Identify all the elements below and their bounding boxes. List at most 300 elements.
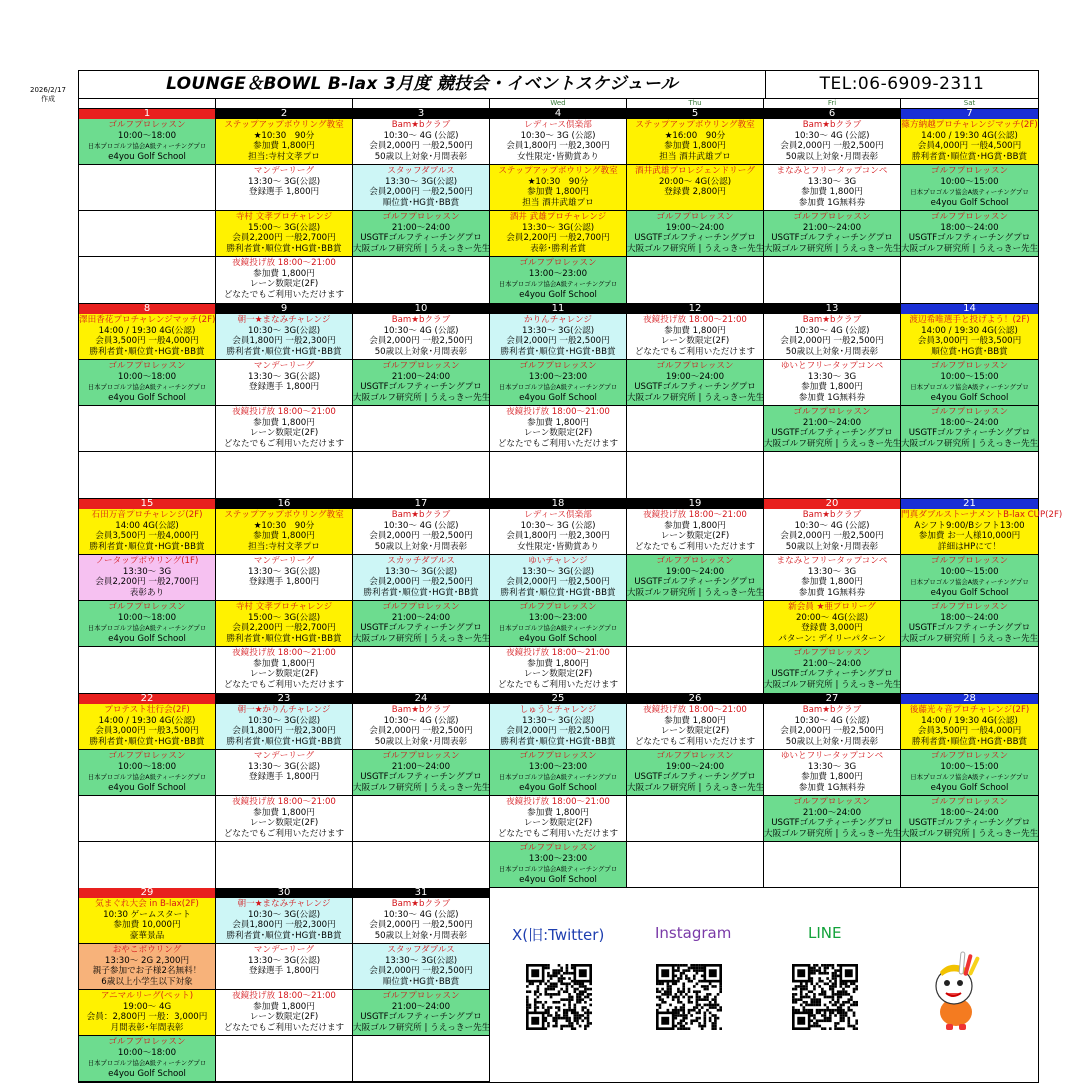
event-detail: 14:00 / 19:30 4G(公認): [921, 715, 1018, 726]
day-number: 31: [353, 888, 489, 898]
event-title: ゴルフプロレッスン: [930, 602, 1009, 612]
event-detail: 親子参加でお子様2名無料！: [92, 966, 202, 977]
event-slot[interactable]: [901, 509, 1063, 555]
event-detail: 10:00〜15:00: [940, 761, 999, 772]
event-slot[interactable]: [79, 704, 215, 750]
event: [627, 120, 763, 162]
event: [353, 361, 489, 403]
day-number: 5: [627, 109, 763, 119]
empty-slot: [764, 257, 900, 303]
event-slot[interactable]: [79, 314, 215, 360]
event-slot[interactable]: [901, 119, 1038, 165]
event-sub: 日本プロゴルフ協会A級ティーチングプロ: [87, 624, 207, 633]
event-title: ゴルフプロレッスン: [930, 797, 1009, 807]
event-detail: レーン数限定(2F): [523, 428, 593, 439]
event-detail: 18:00〜24:00: [940, 807, 999, 818]
event-detail: 会員2,000円 一般2,500円: [780, 336, 884, 347]
day-number: 3: [353, 109, 489, 119]
event-sub: 日本プロゴルフ協会A級ティーチングプロ: [910, 188, 1029, 197]
event-slot[interactable]: [490, 750, 626, 796]
instagram-qr-icon[interactable]: [656, 964, 722, 1030]
event-slot[interactable]: [216, 647, 352, 693]
event-slot[interactable]: [490, 360, 626, 406]
instagram-label[interactable]: Instagram: [655, 924, 732, 942]
event: [764, 751, 900, 793]
event-detail: どなたでもご利用いただけます: [497, 438, 619, 449]
day-number: 17: [353, 499, 489, 509]
event-detail: USGTFゴルフティーチングプロ: [360, 382, 482, 393]
empty-slot: [79, 406, 215, 452]
event-slot[interactable]: [764, 314, 900, 360]
event-slot[interactable]: [764, 750, 900, 796]
event-slot[interactable]: [353, 704, 489, 750]
event: [490, 510, 626, 552]
event-slot[interactable]: [490, 314, 626, 360]
created-stamp: [30, 86, 66, 104]
twitter-qr-icon[interactable]: [526, 964, 592, 1030]
event-detail: 表彰あり: [129, 587, 165, 598]
event: [490, 166, 626, 208]
event-detail: 13:30〜 3G(公認): [247, 371, 321, 382]
event-title: レディース倶楽部: [524, 510, 592, 520]
event-detail: USGTFゴルフティーチングプロ: [634, 577, 756, 588]
event-title: 渡辺希唯選手と投げよう！(2F): [909, 315, 1030, 325]
event-slot[interactable]: [79, 750, 215, 796]
event-detail: 参加費 1G無料券: [798, 197, 866, 208]
event-slot[interactable]: [627, 211, 763, 257]
event-slot[interactable]: [901, 601, 1038, 647]
event-detail: レーン数限定(2F): [249, 279, 319, 290]
day-cell: [764, 694, 901, 888]
event-slot[interactable]: [79, 509, 215, 555]
event-detail: 13:30〜 3G(公認): [384, 955, 458, 966]
calendar-grid: [79, 108, 1063, 888]
event: [353, 120, 489, 162]
event-slot[interactable]: [901, 796, 1038, 842]
event-detail: 参加費 1,800円: [527, 807, 589, 818]
event-slot[interactable]: [216, 211, 352, 257]
empty-slot: [353, 842, 489, 888]
event-detail: 会員1,800円 一般2,300円: [232, 920, 336, 931]
event-slot[interactable]: [627, 750, 763, 796]
event-sub: 日本プロゴルフ協会A級ティーチングプロ: [498, 773, 618, 782]
event-slot[interactable]: [490, 601, 626, 647]
event: [490, 751, 626, 793]
day-cell: [216, 304, 353, 498]
empty-slot: [353, 452, 489, 498]
event-detail: e4you Golf School: [519, 782, 597, 793]
event-slot[interactable]: [627, 165, 763, 211]
event-slot[interactable]: [627, 704, 763, 750]
event-detail: 大阪ゴルフ研究所 | うえっきー先生: [627, 392, 765, 403]
day-number: 23: [216, 694, 352, 704]
event-slot[interactable]: [353, 360, 489, 406]
event-detail: 勝利者賞･順位賞･HG賞･BB賞: [500, 346, 616, 357]
event-slot[interactable]: [490, 509, 626, 555]
event-detail: 21:00〜24:00: [802, 222, 862, 233]
event-title: プロテスト壮行会(2F): [104, 705, 190, 715]
event-slot[interactable]: [353, 898, 489, 944]
event-slot[interactable]: [216, 119, 352, 165]
event-detail: 勝利者賞･順位賞･HG賞･BB賞: [89, 736, 205, 747]
event-slot[interactable]: [216, 314, 352, 360]
event-slot[interactable]: [490, 704, 626, 750]
event-detail: 10:30〜 3G(公認): [247, 715, 321, 726]
event-slot[interactable]: [901, 314, 1038, 360]
event-slot[interactable]: [353, 990, 489, 1036]
event-slot[interactable]: [764, 601, 900, 647]
event-detail: レーン数限定(2F): [660, 726, 730, 737]
event-slot[interactable]: [216, 360, 352, 406]
day-cell: [490, 109, 627, 303]
event: [79, 1037, 215, 1079]
day-cell: [490, 304, 627, 498]
bowling-mascot-icon: [920, 950, 990, 1032]
event-detail: 会員2,000円 一般2,500円: [369, 726, 473, 737]
event-slot[interactable]: [764, 509, 900, 555]
event: [79, 602, 215, 644]
event-slot[interactable]: [490, 555, 626, 601]
event-detail: 勝利者賞･順位賞･HG賞･BB賞: [226, 930, 342, 941]
day-number: 6: [764, 109, 900, 119]
event-slot[interactable]: [901, 406, 1038, 452]
empty-slot: [216, 452, 352, 498]
event-title: マンデーリーグ: [253, 556, 315, 566]
event-title: ゴルフプロレッスン: [108, 751, 186, 761]
event-slot[interactable]: [216, 796, 352, 842]
event-slot[interactable]: [627, 360, 763, 406]
event-slot[interactable]: [353, 750, 489, 796]
event-slot[interactable]: [216, 555, 352, 601]
event-sub: 日本プロゴルフ協会A級ティーチングプロ: [498, 624, 618, 633]
event-slot[interactable]: [764, 555, 900, 601]
event-slot[interactable]: [79, 990, 215, 1036]
event: [490, 407, 626, 449]
event-slot[interactable]: [216, 750, 352, 796]
event-title: レディース倶楽部: [524, 120, 592, 130]
event-detail: 参加費 お一人様10,000円: [918, 531, 1021, 542]
event-title: Bam★bクラブ: [391, 120, 451, 130]
line-label[interactable]: LINE: [808, 924, 842, 942]
event-slot[interactable]: [627, 314, 763, 360]
event-title: Bam★bクラブ: [391, 705, 451, 715]
day-number: 30: [216, 888, 352, 898]
event-detail: 21:00〜24:00: [391, 1001, 451, 1012]
event-detail: どなたでもご利用いただけます: [223, 1022, 345, 1033]
event-detail: 参加費 1,800円: [253, 417, 315, 428]
event-slot[interactable]: [627, 509, 763, 555]
event-title: Bam★bクラブ: [391, 510, 451, 520]
event-slot[interactable]: [764, 647, 900, 693]
event-slot[interactable]: [216, 898, 352, 944]
event-title: ゴルフプロレッスン: [930, 361, 1009, 371]
page-title: LOUNGE＆BOWL B-lax 3月度 競技会・イベントスケジュール: [79, 71, 766, 98]
event: [764, 510, 900, 552]
event-detail: 50歳以上対象･月間表彰: [374, 736, 468, 747]
event-slot[interactable]: [79, 601, 215, 647]
event-detail: 大阪ゴルフ研究所 | うえっきー先生: [764, 679, 902, 690]
event-title: 夜鏡投げ放 18:00〜21:00: [643, 315, 747, 325]
day-number: 12: [627, 304, 763, 314]
event-title: マンデーリーグ: [253, 945, 315, 955]
event-slot[interactable]: [216, 509, 352, 555]
event-detail: USGTFゴルフティーチングプロ: [360, 1012, 482, 1023]
event: [79, 510, 215, 552]
event-detail: 会員1,800円 一般2,300円: [506, 531, 610, 542]
event-title: 夜鏡投げ放 18:00〜21:00: [643, 510, 747, 520]
event: [79, 120, 215, 162]
event-slot[interactable]: [490, 165, 626, 211]
event-slot[interactable]: [764, 704, 900, 750]
day-cell: [627, 109, 764, 303]
event-detail: 会員1,800円 一般2,300円: [506, 141, 610, 152]
empty-slot: [353, 257, 489, 303]
event-detail: 19:00〜24:00: [665, 761, 725, 772]
event-title: ゴルフプロレッスン: [793, 648, 871, 658]
event-detail: 10:00〜18:00: [117, 612, 177, 623]
event-detail: 50歳以上対象･月間表彰: [785, 346, 879, 357]
event: [216, 510, 352, 552]
event-detail: 会員2,000円 一般2,500円: [369, 577, 473, 588]
event: [490, 843, 626, 885]
empty-slot: [216, 842, 352, 888]
event-detail: 13:30〜 3G(公認): [384, 566, 458, 577]
event-detail: e4you Golf School: [930, 392, 1009, 403]
day-cell: [79, 109, 216, 303]
empty-slot: [627, 257, 763, 303]
event-slot[interactable]: [79, 1036, 215, 1082]
event-detail: 21:00〜24:00: [391, 222, 451, 233]
event-detail: 会員2,000円 一般2,500円: [780, 141, 884, 152]
empty-slot: [627, 647, 763, 693]
event-detail: Aシフト9:00/Bシフト13:00: [914, 520, 1025, 531]
event: [627, 315, 763, 357]
event: [353, 945, 489, 987]
event-slot[interactable]: [79, 898, 215, 944]
event-detail: 13:30〜 3G(公認): [247, 176, 321, 187]
event-slot[interactable]: [216, 601, 352, 647]
event: [764, 602, 900, 644]
day-number: 14: [901, 304, 1038, 314]
event-title: おやこボウリング: [112, 945, 182, 955]
event-detail: どなたでもご利用いただけます: [223, 289, 345, 300]
event-slot[interactable]: [353, 211, 489, 257]
event-title: ゴルフプロレッスン: [519, 843, 597, 853]
event-detail: 13:30〜 3G: [122, 566, 172, 577]
event-detail: 50歳以上対象･月間表彰: [374, 930, 468, 941]
event-detail: 14:00 / 19:30 4G(公認): [921, 325, 1018, 336]
event-title: 夜鏡投げ放 18:00〜21:00: [506, 407, 610, 417]
event-detail: 19:00〜 4G: [122, 1001, 172, 1012]
event-slot[interactable]: [79, 944, 215, 990]
event: [353, 991, 489, 1033]
day-cell: [79, 694, 216, 888]
event-slot[interactable]: [216, 257, 352, 303]
event-title: 夜鏡投げ放 18:00〜21:00: [506, 648, 610, 658]
day-number: 15: [79, 499, 215, 509]
event: [764, 315, 900, 357]
day-cell: [79, 499, 216, 693]
day-cell: [901, 304, 1038, 498]
event-detail: どなたでもご利用いただけます: [634, 736, 756, 747]
event: [901, 315, 1038, 357]
event-detail: どなたでもご利用いただけます: [634, 541, 756, 552]
event-slot[interactable]: [490, 796, 626, 842]
event-detail: 豪華景品: [129, 930, 165, 941]
event-detail: 会員2,000円 一般2,500円: [369, 141, 473, 152]
event-detail: 10:30〜 4G (公認): [383, 325, 459, 336]
event-slot[interactable]: [901, 555, 1038, 601]
event-detail: どなたでもご利用いただけます: [223, 679, 345, 690]
day-number: 20: [764, 499, 900, 509]
event-detail: 13:30〜 3G(公認): [521, 566, 595, 577]
event-slot[interactable]: [901, 165, 1038, 211]
event-slot[interactable]: [490, 119, 626, 165]
event-detail: 登録選手 1,800円: [248, 772, 320, 783]
event-detail: 勝利者賞･順位賞･HG賞･BB賞: [89, 541, 205, 552]
line-qr-icon[interactable]: [792, 964, 858, 1030]
event-detail: 表彰･勝利者賞: [530, 243, 586, 254]
event: [901, 602, 1038, 644]
empty-slot: [79, 165, 215, 211]
day-number: 8: [79, 304, 215, 314]
event-slot[interactable]: [353, 314, 489, 360]
weekday-label: Thu: [627, 99, 764, 108]
twitter-label[interactable]: X(旧:Twitter): [512, 926, 605, 944]
event: [490, 602, 626, 644]
event-slot[interactable]: [79, 360, 215, 406]
event-slot[interactable]: [901, 360, 1038, 406]
event-detail: 大阪ゴルフ研究所 | うえっきー先生: [353, 1022, 491, 1033]
event-slot[interactable]: [216, 944, 352, 990]
event-detail: 13:30〜 2G 2,300円: [104, 955, 190, 966]
event-slot[interactable]: [216, 990, 352, 1036]
event-title: 朝一★まなみチャレンジ: [237, 899, 331, 909]
event-detail: e4you Golf School: [519, 392, 597, 403]
event-detail: 10:30 ゲームスタート: [103, 909, 191, 920]
event-slot[interactable]: [79, 555, 215, 601]
event: [764, 120, 900, 162]
event-detail: 会員2,000円 一般2,500円: [506, 726, 610, 737]
event-detail: どなたでもご利用いただけます: [497, 828, 619, 839]
event-slot[interactable]: [901, 750, 1038, 796]
event: [353, 602, 489, 644]
event-slot[interactable]: [490, 406, 626, 452]
event-title: スタッフダブルス: [387, 945, 455, 955]
event: [353, 751, 489, 793]
event-detail: 参加費 1,800円: [253, 1001, 315, 1012]
event-slot[interactable]: [490, 257, 626, 303]
event-slot[interactable]: [764, 211, 900, 257]
event-slot[interactable]: [764, 165, 900, 211]
event-detail: 大阪ゴルフ研究所 | うえっきー先生: [901, 828, 1039, 839]
event-slot[interactable]: [216, 406, 352, 452]
event-slot[interactable]: [901, 211, 1038, 257]
event-detail: e4you Golf School: [108, 392, 186, 403]
day-cell: [490, 694, 627, 888]
event-title: ゴルフプロレッスン: [930, 212, 1009, 222]
empty-slot: [353, 647, 489, 693]
event-detail: USGTFゴルフティーチングプロ: [634, 772, 756, 783]
event-detail: 10:30〜 4G (公認): [383, 715, 459, 726]
event-detail: 21:00〜24:00: [391, 371, 451, 382]
event-detail: 大阪ゴルフ研究所 | うえっきー先生: [901, 633, 1039, 644]
event-detail: 会員2,000円 一般2,500円: [369, 531, 473, 542]
event-detail: 参加費 1,800円: [253, 658, 315, 669]
calendar-last-week: [79, 888, 1038, 1082]
event-slot[interactable]: [353, 119, 489, 165]
day-number: 27: [764, 694, 900, 704]
event-slot[interactable]: [353, 509, 489, 555]
event: [490, 315, 626, 357]
event-slot[interactable]: [490, 842, 626, 888]
day-number: 16: [216, 499, 352, 509]
event-detail: 順位賞･HG賞･BB賞: [931, 346, 1008, 357]
event-detail: 参加費 10,000円: [113, 920, 181, 931]
event-slot[interactable]: [627, 555, 763, 601]
event: [764, 166, 900, 208]
event: [901, 361, 1038, 403]
event-detail: 15:00〜 3G(公認): [247, 222, 321, 233]
event-slot[interactable]: [627, 119, 763, 165]
event-detail: 18:00〜24:00: [940, 222, 999, 233]
day-number: 21: [901, 499, 1038, 509]
event-slot[interactable]: [353, 601, 489, 647]
event-slot[interactable]: [901, 704, 1038, 750]
event-detail: ★10:30 90分: [253, 130, 315, 141]
event-detail: 10:30〜 4G (公認): [383, 909, 459, 920]
event-title: ゴルフプロレッスン: [656, 751, 734, 761]
event-slot[interactable]: [490, 211, 626, 257]
event-detail: USGTFゴルフティーチングプロ: [360, 623, 482, 634]
event-slot[interactable]: [216, 165, 352, 211]
event: [353, 166, 489, 208]
event-title: 気まぐれ大会 in B-lax(2F): [95, 899, 199, 909]
event-detail: 21:00〜24:00: [802, 807, 862, 818]
weekday-label: Sat: [963, 99, 976, 107]
event-slot[interactable]: [764, 360, 900, 406]
event-title: 夜鏡投げ放 18:00〜21:00: [232, 407, 336, 417]
event-slot[interactable]: [764, 796, 900, 842]
event-detail: 13:00〜23:00: [528, 371, 588, 382]
event-slot[interactable]: [764, 119, 900, 165]
event-slot[interactable]: [353, 555, 489, 601]
event-detail: 参加費 1G無料券: [798, 587, 866, 598]
day-number: 26: [627, 694, 763, 704]
empty-slot: [79, 452, 215, 498]
event-title: Bam★bクラブ: [391, 899, 451, 909]
event-slot[interactable]: [216, 704, 352, 750]
event-detail: 21:00〜24:00: [802, 417, 862, 428]
event-detail: ★16:00 90分: [664, 130, 726, 141]
event-detail: 会員2,200円 一般2,700円: [95, 577, 199, 588]
event-title: ゴルフプロレッスン: [108, 120, 186, 130]
event-detail: USGTFゴルフティーチングプロ: [908, 428, 1031, 439]
event-slot[interactable]: [490, 647, 626, 693]
event-slot[interactable]: [353, 165, 489, 211]
day-cell: [353, 694, 490, 888]
event-detail: e4you Golf School: [108, 633, 186, 644]
event-slot[interactable]: [79, 119, 215, 165]
event-detail: 勝利者賞･順位賞･HG賞･BB賞: [226, 633, 342, 644]
event: [490, 705, 626, 747]
event-detail: e4you Golf School: [108, 151, 186, 162]
event-detail: 13:30〜 3G(公認): [521, 715, 595, 726]
event-slot[interactable]: [353, 944, 489, 990]
event-detail: 勝利者賞･順位賞･HG賞･BB賞: [226, 243, 342, 254]
event-slot[interactable]: [764, 406, 900, 452]
event-title: ステップアップボウリング教室: [498, 166, 618, 176]
